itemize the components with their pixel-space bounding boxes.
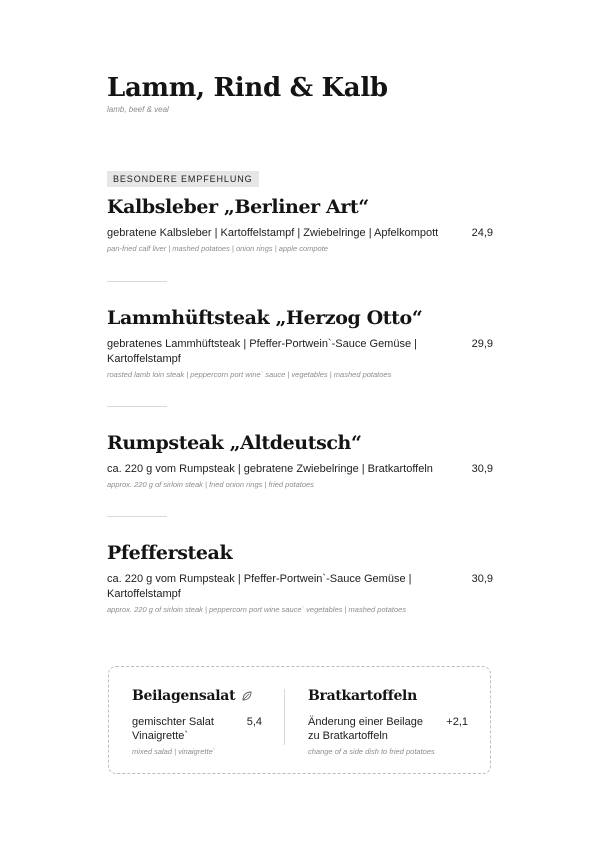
dish-pfeffersteak: [107, 542, 493, 616]
column-divider: [284, 689, 285, 745]
dish-name: Pfeffersteak: [107, 542, 233, 564]
dish-name: Lammhüftsteak „Herzog Otto“: [107, 307, 423, 329]
side-bratkartoffeln: [308, 687, 468, 756]
dish-rumpsteak: [107, 432, 493, 491]
side-description: Änderung einer Beilage zu Bratkartoffeln: [308, 716, 423, 742]
dish-name: Kalbsleber „Berliner Art“: [107, 196, 369, 218]
dish-english-description: approx. 220 g of sirloin steak | fried onion rings | fried potatoes: [107, 480, 314, 489]
dish-lammhueftsteak: [107, 307, 493, 381]
dish-english-description: roasted lamb loin steak | peppercorn port wine` sauce | vegetables | mashed potatoes: [107, 370, 392, 379]
sides-box: [108, 666, 491, 774]
dish-price: 30,9: [471, 463, 493, 475]
page-subtitle: lamb, beef & veal: [107, 105, 169, 114]
side-price: 5,4: [246, 716, 262, 728]
side-english-description: mixed salad | vinaigrette`: [132, 747, 216, 756]
dish-price: 24,9: [471, 227, 493, 239]
recommendation-badge: BESONDERE EMPFEHLUNG: [107, 171, 259, 187]
dish-price: 30,9: [471, 573, 493, 585]
side-heading: [132, 687, 262, 705]
side-title: Beilagensalat: [132, 688, 236, 704]
side-title: Bratkartoffeln: [308, 688, 417, 704]
dish-price: 29,9: [471, 338, 493, 350]
side-heading: [308, 687, 468, 705]
leaf-icon: [241, 690, 253, 702]
divider: [107, 406, 167, 407]
side-english-description: change of a side dish to fried potatoes: [308, 747, 435, 756]
dish-name: Rumpsteak „Altdeutsch“: [107, 432, 362, 454]
dish-kalbsleber: [107, 196, 493, 255]
dish-description: ca. 220 g vom Rumpsteak | Pfeffer-Portwein`-Sauce Gemüse | Kartoffelstampf: [107, 573, 412, 600]
side-price: +2,1: [446, 716, 468, 728]
side-beilagensalat: [132, 687, 262, 756]
dish-description: ca. 220 g vom Rumpsteak | gebratene Zwiebelringe | Bratkartoffeln: [107, 463, 433, 475]
dish-description: gebratene Kalbsleber | Kartoffelstampf | Zwiebelringe | Apfelkompott: [107, 227, 439, 239]
side-description: gemischter Salat Vinaigrette`: [132, 716, 214, 742]
divider: [107, 516, 167, 517]
divider: [107, 281, 167, 282]
page-title: Lamm, Rind & Kalb: [107, 73, 388, 103]
dish-english-description: pan-fried calf liver | mashed potatoes | onion rings | apple compote: [107, 244, 328, 253]
dish-english-description: approx. 220 g of sirloin steak | peppercorn port wine sauce` vegetables | mashed potatoes: [107, 605, 407, 614]
dish-description: gebratenes Lammhüftsteak | Pfeffer-Portwein`-Sauce Gemüse | Kartoffelstampf: [107, 338, 417, 365]
